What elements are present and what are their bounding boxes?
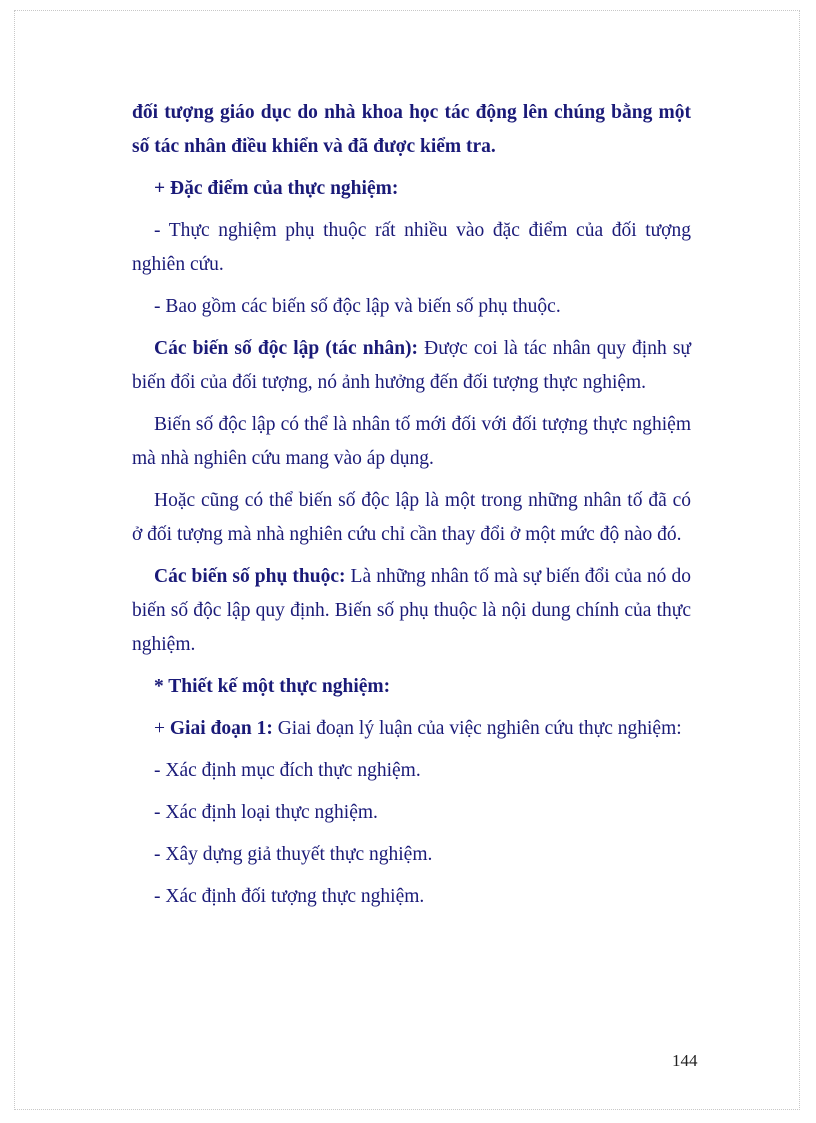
heading-features: [132, 172, 691, 206]
dependent-variables-term: Các biến số phụ thuộc:: [154, 566, 346, 587]
list-item-text: - Xác định loại thực nghiệm.: [154, 802, 378, 823]
heading-experiment-design: [132, 670, 691, 704]
intro-bold-text: đối tượng giáo dục do nhà khoa học tác động lên chúng bằng một số tác nhân điều khiển và đã được kiểm tra.: [132, 102, 691, 157]
list-item: [132, 796, 691, 830]
list-item: [132, 214, 691, 282]
paragraph-intro-continuation: [132, 96, 691, 164]
paragraph-independent-variables: [132, 332, 691, 400]
list-item-text: - Thực nghiệm phụ thuộc rất nhiều vào đặc điểm của đối tượng nghiên cứu.: [132, 220, 691, 275]
paragraph-text: Hoặc cũng có thể biến số độc lập là một trong những nhân tố đã có ở đối tượng mà nhà nghiên cứu chỉ cần thay đổi ở một mức độ nào đó.: [132, 490, 691, 545]
list-item: [132, 754, 691, 788]
experiment-design-heading-text: * Thiết kế một thực nghiệm:: [154, 676, 391, 697]
stage-1-prefix: +: [154, 718, 170, 739]
paragraph-stage-1: [132, 712, 691, 746]
paragraph-text: Biến số độc lập có thể là nhân tố mới đối với đối tượng thực nghiệm mà nhà nghiên cứu mang vào áp dụng.: [132, 414, 691, 469]
document-body: [132, 96, 691, 922]
list-item-text: - Xây dựng giả thuyết thực nghiệm.: [154, 844, 433, 865]
dependent-variables-definition: Là những nhân tố mà sự biến đổi của nó do biến số độc lập quy định. Biến số phụ thuộc là nội dung chính của thực nghiệm.: [132, 566, 691, 655]
list-item: [132, 880, 691, 914]
features-heading-text: + Đặc điểm của thực nghiệm:: [154, 178, 399, 199]
independent-variables-definition: Được coi là tác nhân quy định sự biến đổi của đối tượng, nó ảnh hưởng đến đối tượng thực nghiệm.: [132, 338, 691, 393]
stage-1-description: Giai đoạn lý luận của việc nghiên cứu thực nghiệm:: [272, 718, 682, 739]
paragraph-dependent-variables: [132, 560, 691, 662]
paragraph: [132, 484, 691, 552]
list-item: [132, 838, 691, 872]
list-item-text: - Xác định đối tượng thực nghiệm.: [154, 886, 425, 907]
paragraph: [132, 408, 691, 476]
list-item: [132, 290, 691, 324]
list-item-text: - Xác định mục đích thực nghiệm.: [154, 760, 421, 781]
list-item-text: - Bao gồm các biến số độc lập và biến số phụ thuộc.: [154, 296, 561, 317]
independent-variables-term: Các biến số độc lập (tác nhân):: [154, 338, 419, 359]
stage-1-term: Giai đoạn 1:: [169, 718, 273, 739]
page-number: 144: [672, 1051, 698, 1070]
